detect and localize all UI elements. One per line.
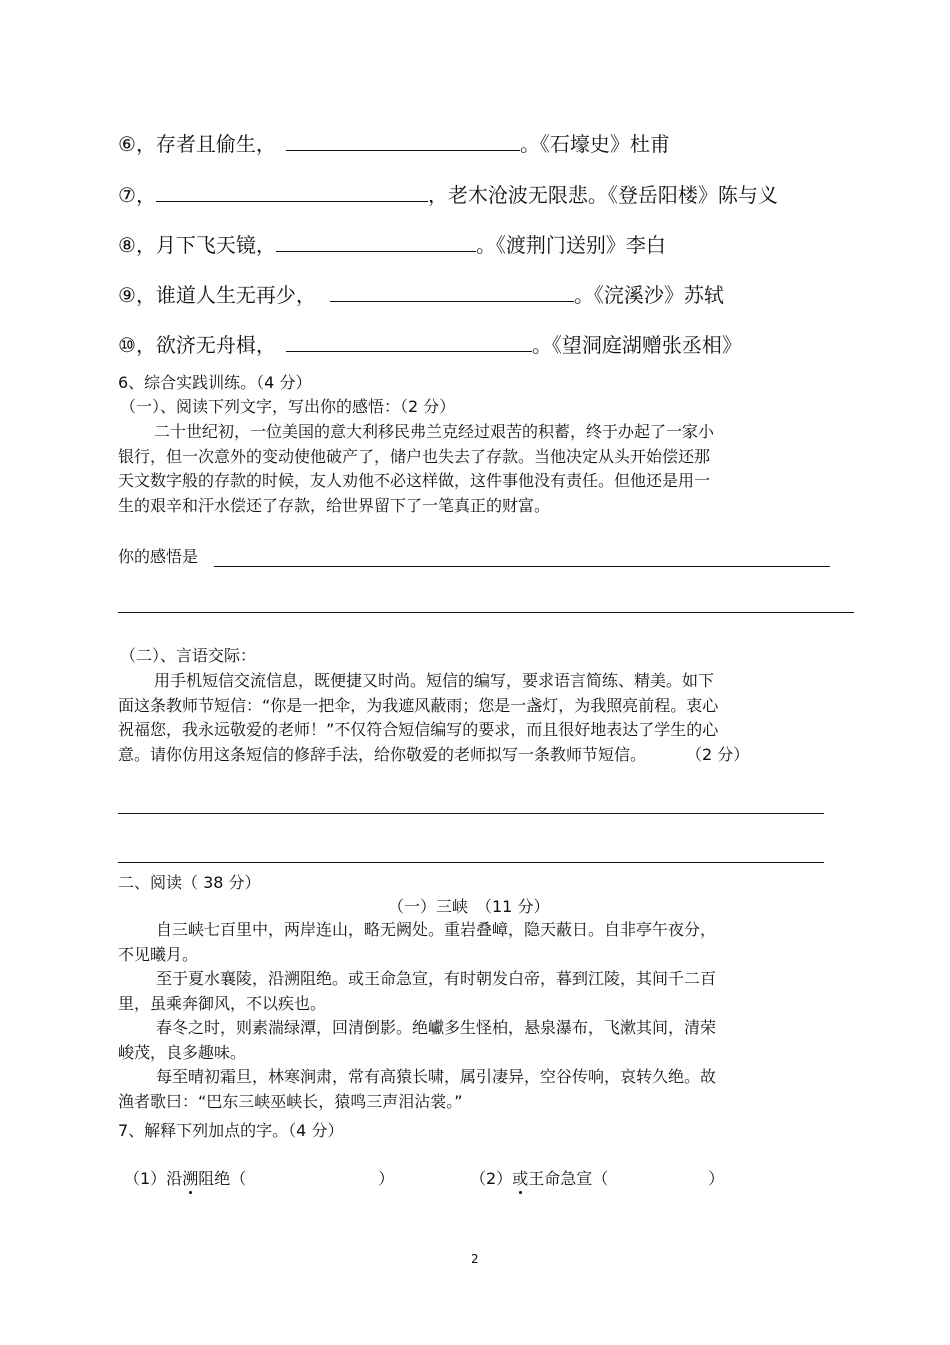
three-gorges-passage bbox=[118, 918, 788, 1114]
sms-answer-line-2[interactable] bbox=[118, 862, 824, 863]
passage-line: 峻茂，良多趣味。 bbox=[118, 1042, 247, 1062]
feeling-answer-line-1[interactable] bbox=[214, 566, 830, 567]
poem-prefix: ，欲济无舟楫， bbox=[135, 333, 276, 357]
answer-blank[interactable] bbox=[286, 132, 520, 151]
q6-part1-title: （一）、阅读下列文字，写出你的感悟：（2 分） bbox=[120, 397, 456, 416]
answer-blank[interactable] bbox=[156, 183, 428, 202]
poem-source: 。《望洞庭湖赠张丞相》 bbox=[531, 333, 742, 357]
passage-line: 里，虽乘奔御风，不以疾也。 bbox=[118, 993, 327, 1013]
poem-source: ，老木沧波无限悲。《登岳阳楼》陈与义 bbox=[427, 183, 778, 207]
q7-item-1 bbox=[124, 1168, 394, 1190]
q6-part1-passage bbox=[118, 420, 788, 518]
sms-answer-line-1[interactable] bbox=[118, 813, 824, 814]
item-number: （2） bbox=[470, 1169, 513, 1188]
dotted-character: 或 bbox=[512, 1169, 529, 1188]
item-text: 沿 bbox=[166, 1169, 183, 1188]
q6-title: 6、综合实践训练。（4 分） bbox=[118, 373, 312, 392]
poem-line-10 bbox=[118, 333, 742, 357]
poem-number: ⑧ bbox=[118, 233, 136, 257]
reading-section-title: 二、阅读（ 38 分） bbox=[118, 873, 261, 892]
poem-prefix: ，存者且偷生， bbox=[135, 132, 276, 156]
poem-line-8 bbox=[118, 233, 666, 257]
passage-text: 意。请你仿用这条短信的修辞手法，给你敬爱的老师拟写一条教师节短信。 bbox=[118, 744, 647, 764]
passage-line: 自三峡七百里中，两岸连山，略无阙处。重岩叠嶂，隐天蔽日。自非亭午夜分， bbox=[156, 920, 717, 939]
poem-line-7 bbox=[118, 183, 778, 207]
feeling-label: 你的感悟是 bbox=[118, 547, 199, 566]
poem-number: ⑨ bbox=[118, 283, 136, 307]
poem-prefix: ，谁道人生无再少， bbox=[135, 283, 316, 307]
passage-line: 至于夏水襄陵，沿溯阻绝。或王命急宣，有时朝发白帝，暮到江陵，其间千二百 bbox=[156, 969, 717, 988]
item-number: （1） bbox=[124, 1169, 167, 1188]
passage-line: 每至晴初霜旦，林寒涧肃，常有高猿长啸，属引凄异，空谷传响，哀转久绝。故 bbox=[156, 1067, 717, 1086]
item-close: ） bbox=[708, 1169, 725, 1188]
item-text: 王命急宣（ bbox=[528, 1169, 609, 1188]
page-number: 2 bbox=[471, 1252, 479, 1266]
dotted-character: 溯 bbox=[182, 1169, 199, 1188]
answer-blank[interactable] bbox=[330, 283, 574, 302]
passage-line: 面这条教师节短信：“你是一把伞，为我遮风蔽雨；您是一盏灯，为我照亮前程。衷心 bbox=[118, 695, 719, 715]
item-close: ） bbox=[378, 1169, 395, 1188]
passage-line: 渔者歌曰：“巴东三峡巫峡长，猿鸣三声泪沾裳。” bbox=[118, 1091, 463, 1111]
q6-part2-title: （二）、言语交际： bbox=[120, 646, 257, 665]
feeling-answer-line-2[interactable] bbox=[118, 612, 854, 613]
poem-source: 。《石壕史》杜甫 bbox=[519, 132, 670, 156]
score-label: （2 分） bbox=[686, 744, 750, 764]
poem-line-6 bbox=[118, 132, 670, 156]
passage-line bbox=[118, 743, 788, 768]
passage-title: （一）三峡 （11 分） bbox=[388, 897, 550, 916]
passage-line: 祝福您，我永远敬爱的老师！”不仅符合短信编写的要求，而且很好地表达了学生的心 bbox=[118, 720, 719, 739]
q6-part2-passage bbox=[118, 669, 788, 767]
passage-line: 春冬之时，则素湍绿潭，回清倒影。绝巘多生怪柏，悬泉瀑布，飞漱其间，清荣 bbox=[156, 1018, 717, 1037]
passage-line: 不见曦月。 bbox=[118, 944, 199, 964]
item-text: 阻绝（ bbox=[198, 1169, 247, 1188]
answer-blank[interactable] bbox=[276, 233, 476, 252]
answer-blank[interactable] bbox=[286, 333, 532, 352]
poem-source: 。《浣溪沙》苏轼 bbox=[573, 283, 724, 307]
q7-title: 7、解释下列加点的字。（4 分） bbox=[118, 1121, 344, 1140]
q7-item-2 bbox=[470, 1168, 724, 1190]
poem-number: ⑥ bbox=[118, 132, 136, 156]
passage-line: 用手机短信交流信息，既便捷又时尚。短信的编写，要求语言简练、精美。如下 bbox=[154, 671, 715, 690]
poem-number: ⑦ bbox=[118, 183, 136, 207]
poem-line-9 bbox=[118, 283, 724, 307]
passage-line: 银行，但一次意外的变动使他破产了，储户也失去了存款。当他决定从头开始偿还那 bbox=[118, 446, 711, 466]
poem-number: ⑩ bbox=[118, 333, 136, 357]
poem-prefix: ， bbox=[135, 183, 156, 207]
poem-source: 。《渡荆门送别》李白 bbox=[475, 233, 666, 257]
poem-prefix: ，月下飞天镜， bbox=[135, 233, 276, 257]
passage-line: 生的艰辛和汗水偿还了存款，给世界留下了一笔真正的财富。 bbox=[118, 495, 551, 515]
passage-line: 天文数字般的存款的时候，友人劝他不必这样做，这件事他没有责任。但他还是用一 bbox=[118, 471, 711, 490]
passage-line: 二十世纪初，一位美国的意大利移民弗兰克经过艰苦的积蓄，终于办起了一家小 bbox=[154, 422, 715, 441]
